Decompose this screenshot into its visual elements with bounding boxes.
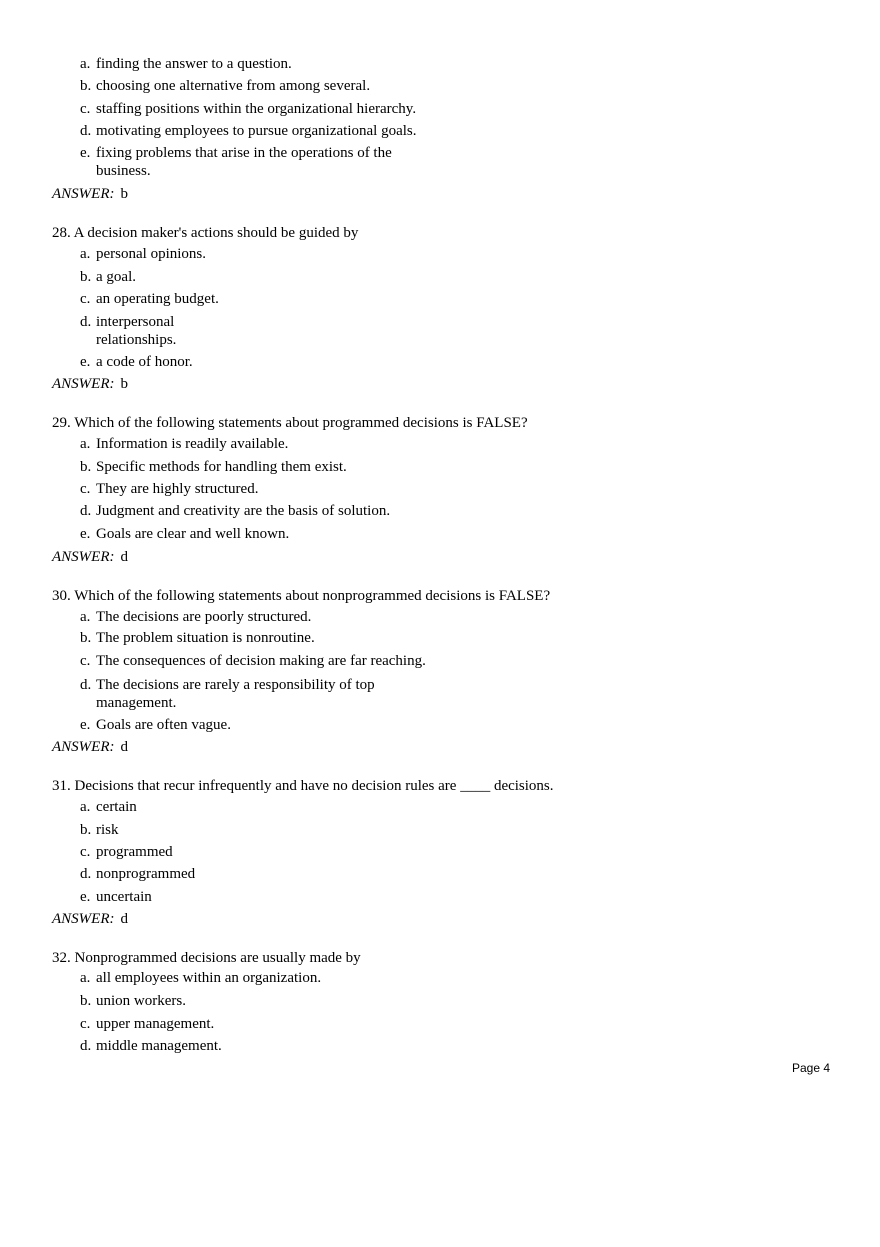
q27-option-c <box>80 100 500 118</box>
q29-option-a <box>80 435 500 453</box>
option-text: programmed <box>96 844 173 860</box>
option-text: motivating employees to pursue organizational goals. <box>96 123 417 139</box>
answer-label: ANSWER: <box>52 186 115 202</box>
option-text: risk <box>96 822 119 838</box>
option-letter: e. <box>80 354 91 370</box>
q30-stem: 30. Which of the following statements about nonprogrammed decisions is FALSE? <box>52 588 551 604</box>
option-letter: b. <box>80 630 92 646</box>
q27-option-d <box>80 122 500 140</box>
q28-option-a <box>80 245 500 263</box>
option-letter: e. <box>80 145 91 161</box>
q29-option-b <box>80 458 500 476</box>
option-letter: a. <box>80 436 91 452</box>
q31-option-e <box>80 888 500 906</box>
option-text: uncertain <box>96 889 152 905</box>
q27-option-a <box>80 55 500 73</box>
option-text: Judgment and creativity are the basis of solution. <box>96 503 391 519</box>
option-letter: a. <box>80 970 91 986</box>
option-letter: a. <box>80 56 91 72</box>
option-letter: a. <box>80 246 91 262</box>
option-text: interpersonal relationships. <box>96 314 177 348</box>
option-text: Goals are clear and well known. <box>96 526 290 542</box>
q28-option-e <box>80 353 500 371</box>
option-letter: e. <box>80 526 91 542</box>
q32-option-c <box>80 1015 500 1033</box>
q27-answer <box>52 185 128 203</box>
option-letter: b. <box>80 269 92 285</box>
q28-option-d <box>80 313 192 349</box>
option-letter: c. <box>80 481 91 497</box>
answer-value: d <box>120 911 128 927</box>
option-letter: b. <box>80 822 92 838</box>
option-letter: a. <box>80 799 91 815</box>
option-text: union workers. <box>96 993 186 1009</box>
q32-option-a <box>80 969 500 987</box>
option-text: They are highly structured. <box>96 481 259 497</box>
q31-option-a <box>80 798 500 816</box>
q29-option-e <box>80 525 500 543</box>
option-letter: b. <box>80 993 92 1009</box>
option-text: a goal. <box>96 269 136 285</box>
q32-stem: 32. Nonprogrammed decisions are usually made by <box>52 950 361 966</box>
q28-option-c <box>80 290 500 308</box>
option-letter: d. <box>80 1038 92 1054</box>
q27-option-b <box>80 77 500 95</box>
q28-answer <box>52 375 128 393</box>
option-letter: c. <box>80 101 91 117</box>
option-text: nonprogrammed <box>96 866 196 882</box>
option-text: upper management. <box>96 1016 215 1032</box>
option-text: The decisions are poorly structured. <box>96 609 312 625</box>
q32-option-d <box>80 1037 500 1055</box>
q30-option-b <box>80 629 500 647</box>
option-text: middle management. <box>96 1038 222 1054</box>
option-text: choosing one alternative from among several. <box>96 78 371 94</box>
option-text: The decisions are rarely a responsibility of top management. <box>96 677 375 711</box>
option-letter: b. <box>80 459 92 475</box>
q28-stem: 28. A decision maker's actions should be guided by <box>52 225 359 241</box>
q29-option-c <box>80 480 500 498</box>
answer-value: d <box>120 739 128 755</box>
option-text: Goals are often vague. <box>96 717 231 733</box>
option-text: all employees within an organization. <box>96 970 322 986</box>
q30-option-d <box>80 676 400 712</box>
option-text: fixing problems that arise in the operations of the business. <box>96 145 392 179</box>
q28-option-b <box>80 268 500 286</box>
option-letter: d. <box>80 314 92 330</box>
option-letter: c. <box>80 1016 91 1032</box>
answer-value: b <box>120 186 128 202</box>
option-text: Information is readily available. <box>96 436 289 452</box>
answer-value: d <box>120 549 128 565</box>
page-number: Page 4 <box>792 1061 831 1075</box>
option-letter: a. <box>80 609 91 625</box>
option-text: certain <box>96 799 137 815</box>
q32-option-b <box>80 992 500 1010</box>
q29-option-d <box>80 502 500 520</box>
option-letter: e. <box>80 717 91 733</box>
option-text: staffing positions within the organizational hierarchy. <box>96 101 417 117</box>
answer-label: ANSWER: <box>52 739 115 755</box>
q27-option-e <box>80 144 425 180</box>
q31-stem: 31. Decisions that recur infrequently and have no decision rules are ____ decisions. <box>52 778 554 794</box>
option-letter: d. <box>80 503 92 519</box>
q29-answer <box>52 548 128 566</box>
option-letter: c. <box>80 291 91 307</box>
q29-stem: 29. Which of the following statements about programmed decisions is FALSE? <box>52 415 528 431</box>
answer-label: ANSWER: <box>52 911 115 927</box>
option-letter: d. <box>80 677 92 693</box>
option-text: finding the answer to a question. <box>96 56 292 72</box>
option-text: an operating budget. <box>96 291 219 307</box>
option-text: The problem situation is nonroutine. <box>96 630 315 646</box>
q31-option-b <box>80 821 500 839</box>
q31-answer <box>52 910 128 928</box>
answer-value: b <box>120 376 128 392</box>
option-letter: b. <box>80 78 92 94</box>
option-text: The consequences of decision making are far reaching. <box>96 653 426 669</box>
answer-label: ANSWER: <box>52 376 115 392</box>
q30-option-c <box>80 652 500 670</box>
option-text: a code of honor. <box>96 354 193 370</box>
option-letter: d. <box>80 123 92 139</box>
q30-option-a <box>80 608 500 626</box>
option-letter: e. <box>80 889 91 905</box>
answer-label: ANSWER: <box>52 549 115 565</box>
option-letter: c. <box>80 653 91 669</box>
option-letter: d. <box>80 866 92 882</box>
q30-option-e <box>80 716 500 734</box>
option-letter: c. <box>80 844 91 860</box>
q31-option-d <box>80 865 500 883</box>
q30-answer <box>52 738 128 756</box>
option-text: personal opinions. <box>96 246 206 262</box>
option-text: Specific methods for handling them exist. <box>96 459 347 475</box>
q31-option-c <box>80 843 500 861</box>
